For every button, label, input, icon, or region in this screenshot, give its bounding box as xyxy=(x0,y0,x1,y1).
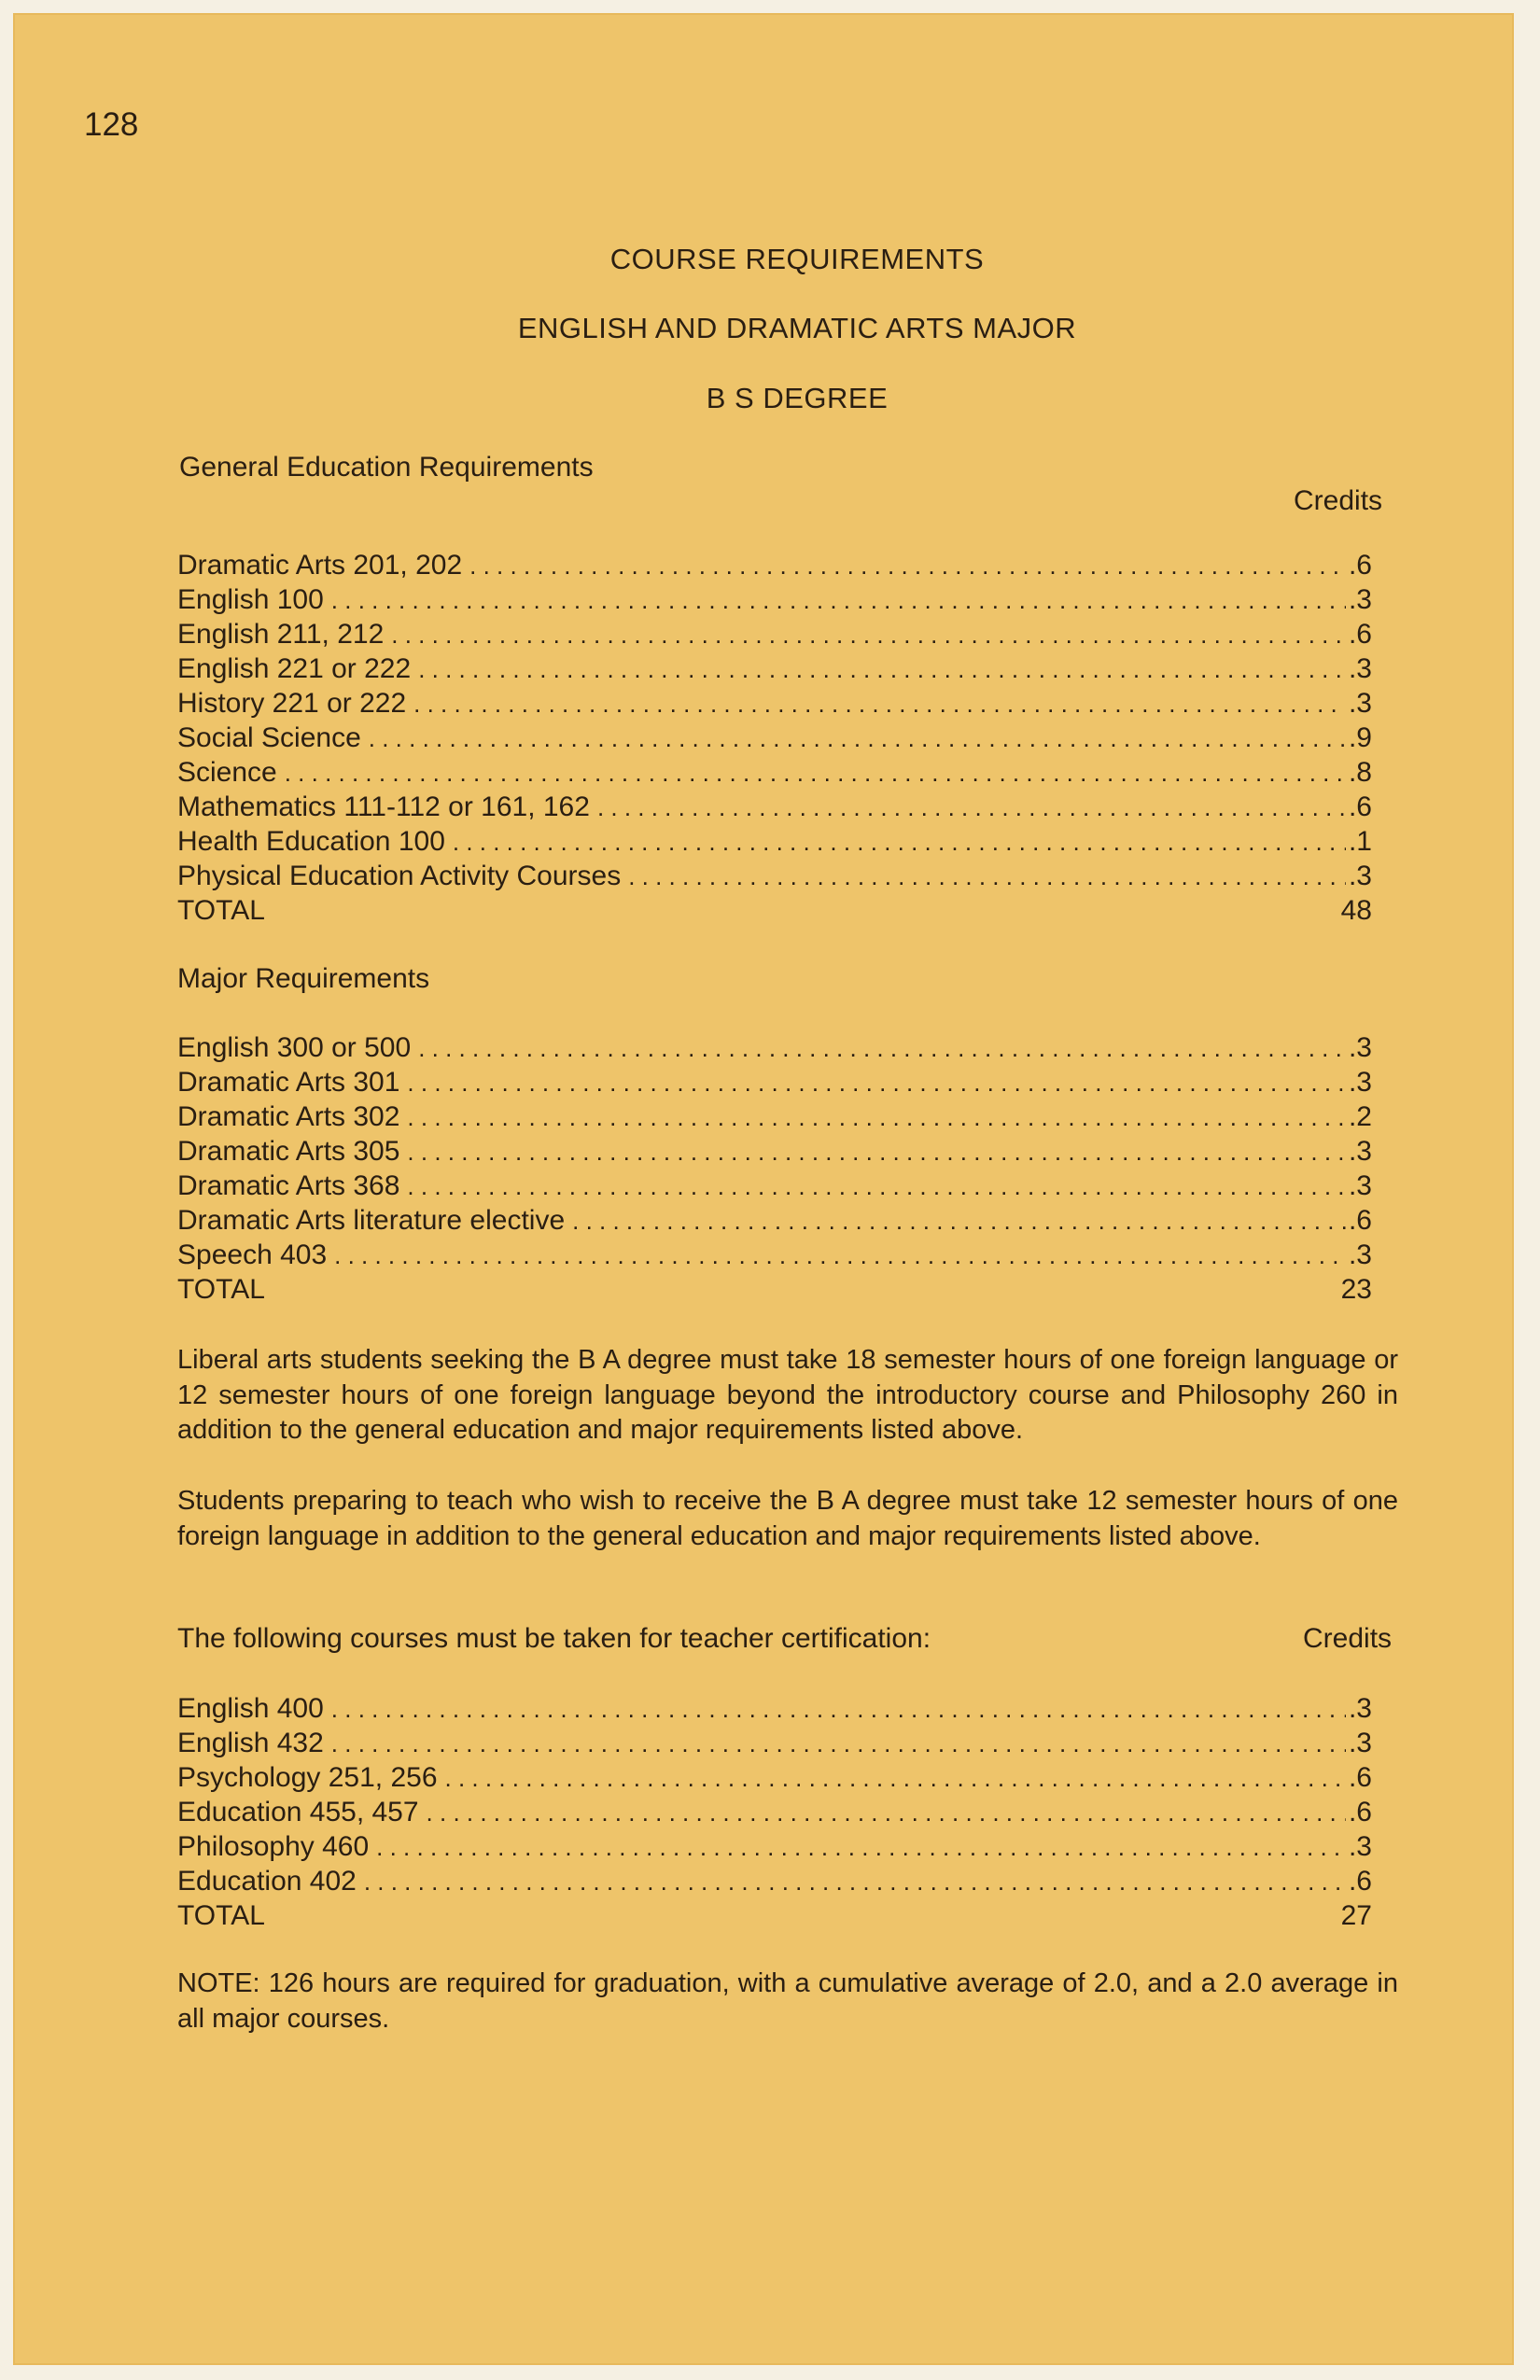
list-item xyxy=(177,1831,1372,1866)
course-credits: .6 xyxy=(1348,550,1372,581)
list-item xyxy=(177,1170,1372,1205)
dot-leader xyxy=(453,828,1346,857)
course-name: History 221 or 222 xyxy=(177,688,407,719)
course-credits: .3 xyxy=(1348,1693,1372,1724)
page-number: 128 xyxy=(84,106,139,143)
list-item xyxy=(177,791,1372,826)
total-value: 27 xyxy=(1340,1900,1372,1931)
course-name: Speech 403 xyxy=(177,1239,328,1270)
course-credits: .3 xyxy=(1348,1067,1372,1098)
course-credits: .3 xyxy=(1348,1032,1372,1063)
course-credits: .3 xyxy=(1348,1136,1372,1167)
certification-list xyxy=(177,1693,1372,1935)
course-name: English 221 or 222 xyxy=(177,653,412,684)
course-credits: .6 xyxy=(1348,791,1372,822)
dot-leader xyxy=(376,1833,1346,1862)
course-name: Social Science xyxy=(177,722,361,753)
document-title: COURSE REQUIREMENTS xyxy=(609,243,985,275)
list-item xyxy=(177,653,1372,688)
list-item xyxy=(177,1693,1372,1728)
dot-leader xyxy=(331,1729,1346,1758)
general-education-heading: General Education Requirements xyxy=(179,452,594,483)
degree-label: B S DEGREE xyxy=(706,382,889,414)
page xyxy=(13,13,1514,2365)
foreign-language-paragraph: Liberal arts students seeking the B A degree must take 18 semester hours of one foreign language or 12 semester hours of one foreign language beyond the introductory course and Philosophy 260 in addition to the general education and major requirements listed above. xyxy=(177,1345,1398,1445)
course-credits: .6 xyxy=(1348,619,1372,650)
course-name: Dramatic Arts 305 xyxy=(177,1136,400,1167)
dot-leader xyxy=(445,1764,1346,1793)
dot-leader xyxy=(413,690,1346,719)
course-name: Mathematics 111-112 or 161, 162 xyxy=(177,791,590,822)
total-value: 48 xyxy=(1340,895,1372,926)
course-credits: .3 xyxy=(1348,653,1372,684)
dot-leader xyxy=(418,655,1346,684)
dot-leader xyxy=(285,759,1346,788)
course-name: Education 455, 457 xyxy=(177,1797,419,1827)
course-name: English 432 xyxy=(177,1728,324,1758)
course-credits: .6 xyxy=(1348,1205,1372,1236)
total-label: TOTAL xyxy=(177,1274,265,1305)
course-name: English 400 xyxy=(177,1693,324,1724)
total-label: TOTAL xyxy=(177,895,265,926)
total-row xyxy=(177,1900,1372,1935)
list-item xyxy=(177,1101,1372,1136)
dot-leader xyxy=(407,1103,1346,1132)
course-credits: .6 xyxy=(1348,1797,1372,1827)
course-name: Dramatic Arts 302 xyxy=(177,1101,400,1132)
general-education-list xyxy=(177,550,1372,930)
dot-leader xyxy=(427,1799,1346,1827)
list-item xyxy=(177,1239,1372,1274)
list-item xyxy=(177,550,1372,584)
list-item xyxy=(177,1728,1372,1762)
list-item xyxy=(177,619,1372,653)
dot-leader xyxy=(597,793,1346,822)
list-item xyxy=(177,1762,1372,1797)
course-name: Health Education 100 xyxy=(177,826,445,857)
dot-leader xyxy=(364,1868,1346,1897)
dot-leader xyxy=(628,862,1346,891)
course-credits: .3 xyxy=(1348,1831,1372,1862)
course-name: English 100 xyxy=(177,584,324,615)
list-item xyxy=(177,1866,1372,1900)
course-name: Physical Education Activity Courses xyxy=(177,861,622,891)
list-item xyxy=(177,1797,1372,1831)
major-requirements-heading: Major Requirements xyxy=(177,963,430,994)
course-name: Dramatic Arts 301 xyxy=(177,1067,400,1098)
total-row xyxy=(177,1274,1372,1309)
certification-credits-label: Credits xyxy=(1303,1623,1393,1654)
course-credits: .3 xyxy=(1348,688,1372,719)
dot-leader xyxy=(407,1172,1346,1201)
dot-leader xyxy=(331,586,1346,615)
dot-leader xyxy=(331,1695,1346,1724)
course-credits: .6 xyxy=(1348,1762,1372,1793)
total-label: TOTAL xyxy=(177,1900,265,1931)
course-credits: .3 xyxy=(1348,584,1372,615)
course-name: Education 402 xyxy=(177,1866,357,1897)
course-credits: .3 xyxy=(1348,861,1372,891)
document-subtitle: ENGLISH AND DRAMATIC ARTS MAJOR xyxy=(517,312,1077,344)
list-item xyxy=(177,1067,1372,1101)
dot-leader xyxy=(369,724,1346,753)
course-credits: .8 xyxy=(1348,757,1372,788)
dot-leader xyxy=(572,1207,1346,1236)
certification-heading: The following courses must be taken for teacher certification: xyxy=(177,1623,931,1654)
list-item xyxy=(177,757,1372,791)
course-credits: .1 xyxy=(1348,826,1372,857)
course-name: English 300 or 500 xyxy=(177,1032,412,1063)
list-item xyxy=(177,1205,1372,1239)
dot-leader xyxy=(407,1069,1346,1098)
dot-leader xyxy=(391,621,1346,650)
list-item xyxy=(177,688,1372,722)
graduation-note: NOTE: 126 hours are required for graduation, with a cumulative average of 2.0, and a 2.0 average in all major courses. xyxy=(177,1968,1398,2034)
course-name: Dramatic Arts 368 xyxy=(177,1170,400,1201)
dot-leader xyxy=(407,1138,1346,1167)
course-name: Philosophy 460 xyxy=(177,1831,370,1862)
total-row xyxy=(177,895,1372,930)
course-credits: .3 xyxy=(1348,1170,1372,1201)
list-item xyxy=(177,861,1372,895)
course-name: Dramatic Arts 201, 202 xyxy=(177,550,463,581)
course-credits: .6 xyxy=(1348,1866,1372,1897)
total-value: 23 xyxy=(1340,1274,1372,1305)
list-item xyxy=(177,1136,1372,1170)
course-credits: .2 xyxy=(1348,1101,1372,1132)
list-item xyxy=(177,584,1372,619)
list-item xyxy=(177,826,1372,861)
list-item xyxy=(177,722,1372,757)
teacher-paragraph: Students preparing to teach who wish to receive the B A degree must take 12 semester hours of one foreign language in addition to the general education and major requirements listed above. xyxy=(177,1486,1398,1551)
general-credits-label: Credits xyxy=(1294,485,1383,516)
course-name: Science xyxy=(177,757,277,788)
course-name: English 211, 212 xyxy=(177,619,385,650)
dot-leader xyxy=(418,1034,1346,1063)
course-credits: .3 xyxy=(1348,1728,1372,1758)
course-credits: .3 xyxy=(1348,1239,1372,1270)
major-requirements-list xyxy=(177,1032,1372,1309)
course-name: Dramatic Arts literature elective xyxy=(177,1205,566,1236)
dot-leader xyxy=(469,552,1346,581)
list-item xyxy=(177,1032,1372,1067)
dot-leader xyxy=(334,1241,1346,1270)
course-credits: .9 xyxy=(1348,722,1372,753)
course-name: Psychology 251, 256 xyxy=(177,1762,438,1793)
